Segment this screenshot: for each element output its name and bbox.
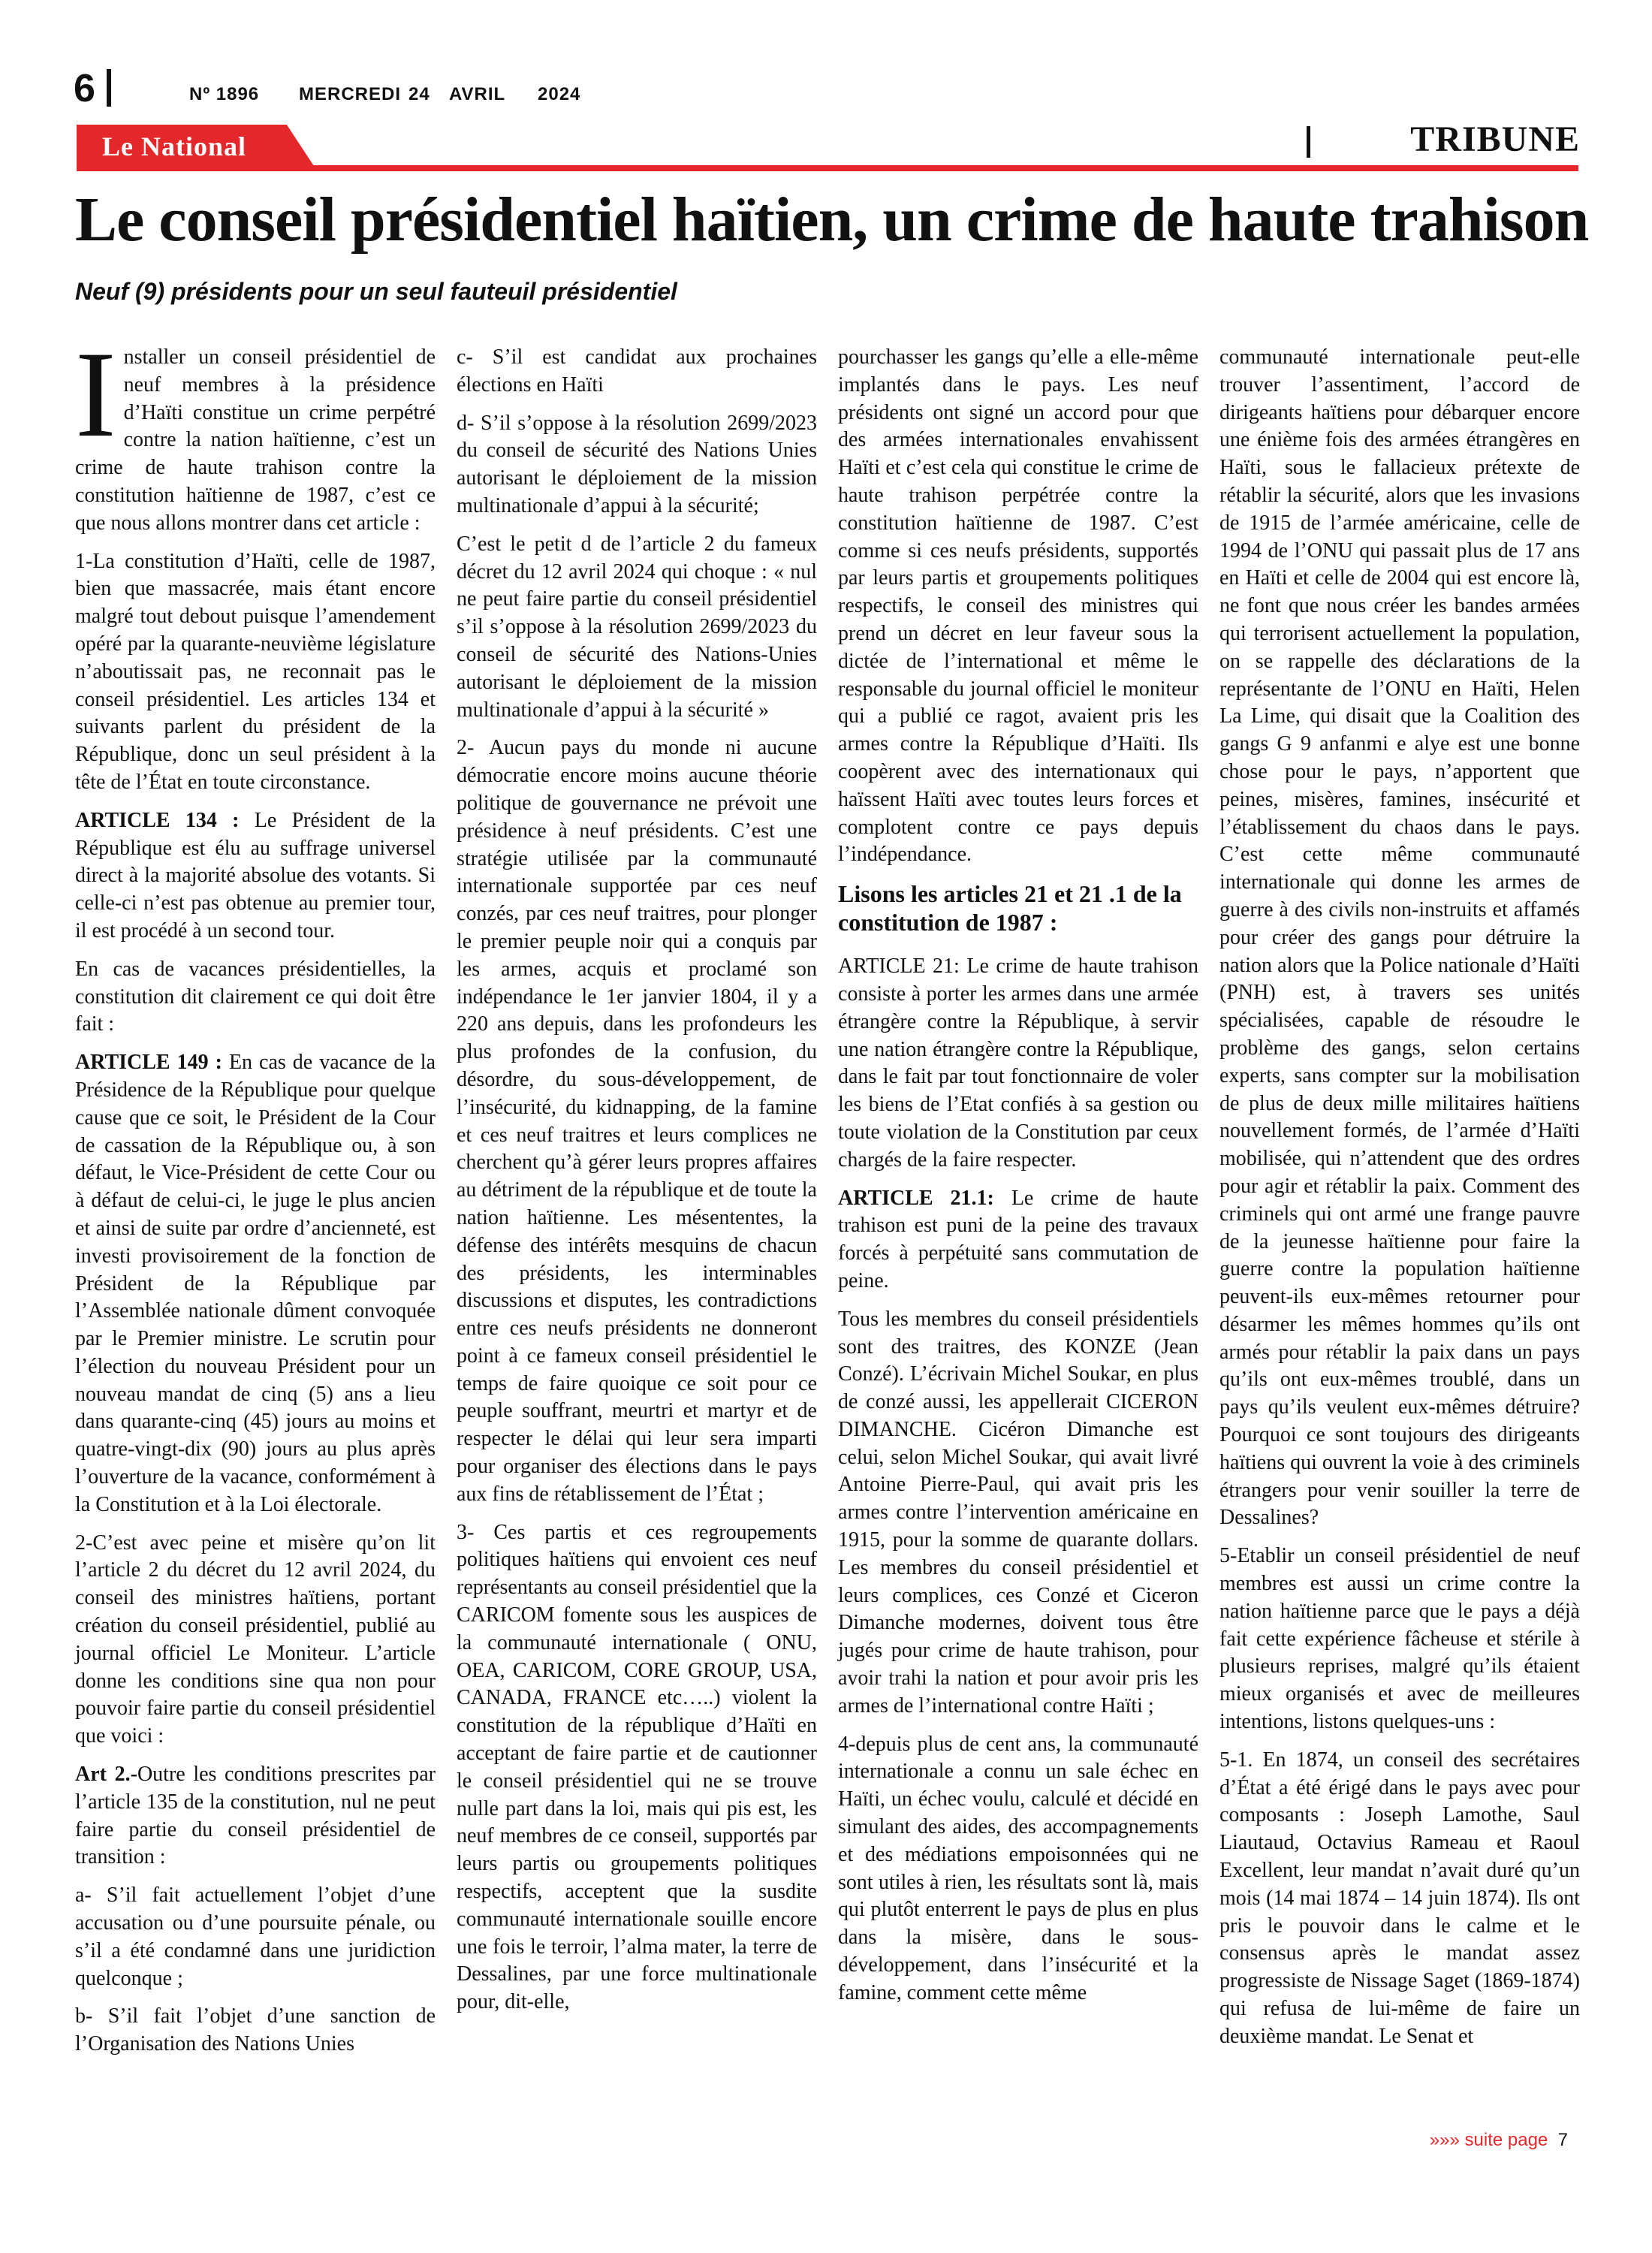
article-21-1-label: ARTICLE 21.1: bbox=[838, 1186, 994, 1210]
page-number-divider bbox=[107, 69, 111, 107]
paragraph: Art 2.-Outre les conditions prescrites par l’article 135 de la constitution, nul ne peut faire partie du conseil présidentiel de transition : bbox=[75, 1763, 436, 1869]
column-2 bbox=[457, 344, 817, 2027]
date-year: 2024 bbox=[538, 84, 581, 104]
section-name: TRIBUNE bbox=[1410, 119, 1580, 159]
paragraph: En cas de vacances présidentielles, la constitution dit clairement ce qui doit être fait : bbox=[75, 957, 436, 1036]
article-title: Le conseil présidentiel haïtien, un crime de haute trahison bbox=[75, 185, 1589, 255]
page-number: 6 bbox=[74, 67, 95, 110]
section-divider bbox=[1307, 126, 1310, 158]
date-month: AVRIL bbox=[449, 84, 506, 104]
continuation-link[interactable] bbox=[1430, 2130, 1568, 2151]
column-3 bbox=[838, 344, 1198, 2018]
paragraph: 2-C’est avec peine et misère qu’on lit l’article 2 du décret du 12 avril 2024, du conseil des ministres haïtiens, portant création du conseil présidentiel, publié au journal officiel Le Moniteur. L’article donne les conditions sine qua non pour pouvoir faire partie du conseil présidentiel que voici : bbox=[75, 1531, 436, 1748]
date-weekday: MERCREDI bbox=[299, 84, 402, 104]
paragraph: C’est le petit d de l’article 2 du fameux décret du 12 avril 2024 qui choque : « nul ne peut faire partie du conseil présidentiel s’il s’oppose à la résolution 2699/2023 du conseil de sécurité des Nations-Unies autorisant le déploiement de la mission multinationale d’appui à la sécurité » bbox=[457, 532, 817, 722]
paragraph: Installer un conseil présidentiel de neuf membres à la présidence d’Haïti constitue un crime perpétré contre la nation haïtienne, c’est un crime de haute trahison contre la constitution haïtienne de 1987, c’est ce que nous allons montrer dans cet article : bbox=[75, 327, 436, 535]
paragraph: Tous les membres du conseil présidentiels sont des traitres, des KONZE (Jean Conzé). L’écrivain Michel Soukar, en plus de conzé aussi, les appellerait CICERON DIMANCHE. Cicéron Dimanche est celui, selon Michel Soukar, qui avait livré Antoine Pierre-Paul, qui avait pris les armes contre l’intervention américaine en 1915, pour la somme de quarante dollars. Les membres du conseil présidentiel et leurs complices, ces Conzé et Ciceron Dimanche modernes, doivent tous être jugés pour crime de haute trahison, pour avoir trahi la nation et pour avoir pris les armes de l’international contre Haïti ; bbox=[838, 1307, 1198, 1718]
paragraph: ARTICLE 134 : Le Président de la République est élu au suffrage universel direct à la majorité absolue des votants. Si celle-ci n’est pas obtenue au premier tour, il est procédé à un second tour. bbox=[75, 808, 436, 943]
paragraph: ARTICLE 21.1: Le crime de haute trahison est puni de la peine des travaux forcés à perpétuité sans commutation de peine. bbox=[838, 1186, 1198, 1292]
continuation-label: »»» suite page bbox=[1429, 2130, 1548, 2150]
issue-number: Nº 1896 bbox=[189, 84, 260, 104]
paragraph: 5-Etablir un conseil présidentiel de neuf membres est aussi un crime contre la nation haïtienne parce que le pays a déjà fait cette expérience fâcheuse et stérile à plusieurs reprises, malgré qu’ils étaient mieux organisés et avec de meilleures intentions, listons quelques-uns : bbox=[1219, 1544, 1580, 1734]
column-1 bbox=[75, 327, 436, 2069]
paragraph: c- S’il est candidat aux prochaines élections en Haïti bbox=[457, 345, 817, 397]
paragraph: a- S’il fait actuellement l’objet d’une accusation ou d’une poursuite pénale, ou s’il a été condamné dans une juridiction quelconque ; bbox=[75, 1884, 436, 1990]
paragraph: 5-1. En 1874, un conseil des secrétaires d’État a été érigé dans le pays avec pour composants : Joseph Lamothe, Saul Liautaud, Octavius Rameau et Raoul Excellent, leur mandat n’avait duré qu’un mois (14 mai 1874 – 14 juin 1874). Ils ont pris le pouvoir dans le calme et le consensus après le mandat assez progressiste de Nissage Saget (1869-1874) qui refusa de lui-même de faire un deuxième mandat. Le Senat et bbox=[1219, 1748, 1580, 2048]
paragraph: d- S’il s’oppose à la résolution 2699/2023 du conseil de sécurité des Nations Unies autorisant le déploiement de la mission multinationale d’appui à la sécurité; bbox=[457, 411, 817, 517]
paragraph: 1-La constitution d’Haïti, celle de 1987, bien que massacrée, mais étant encore malgré tout debout puisque l’amendement opéré par la quarante-neuvième législature n’aboutissait pas, ne reconnait pas le conseil présidentiel. Les articles 134 et suivants parlent du président de la République, donc un seul président à la tête de l’État en toute circonstance. bbox=[75, 549, 436, 794]
date-day: 24 bbox=[408, 84, 430, 104]
column-4 bbox=[1219, 344, 1580, 2061]
brand-logo: Le National bbox=[102, 131, 247, 161]
article-subtitle: Neuf (9) présidents pour un seul fauteuil présidentiel bbox=[75, 278, 677, 305]
paragraph: 4-depuis plus de cent ans, la communauté internationale a connu un sale échec en Haïti, un échec voulu, calculé et décidé en simulant des aides, des accompagnements et des médiations empoisonnées qui ne sont utiles à rien, les résultats sont là, mais qui plutôt enterrent le pays de plus en plus dans la misère, dans le sous-développement, dans l’insécurité et la famine, comment cette même bbox=[838, 1732, 1198, 2004]
paragraph: 3- Ces partis et ces regroupements politiques haïtiens qui envoient ces neuf représentants au conseil présidentiel que la CARICOM fomente sous les auspices de la communauté internationale ( ONU, OEA, CARICOM, CORE GROUP, USA, CANADA, FRANCE etc…..) violent la constitution de la république d’Haïti en acceptant de faire partie et de cautionner le conseil présidentiel qui ne se trouve nulle part dans la loi, mais qui pis est, les neuf membres de ce conseil, supportés par leurs partis ou groupements politiques respectifs, acceptent que la susdite communauté internationale souille encore une fois le terroir, l’alma mater, la terre de Dessalines, par une force multinationale pour, dit-elle, bbox=[457, 1520, 817, 2014]
continuation-page: 7 bbox=[1557, 2130, 1568, 2150]
paragraph: communauté internationale peut-elle trouver l’assentiment, l’accord de dirigeants haïtiens pour débarquer encore une énième fois des armées étrangères en Haïti, sous le fallacieux prétexte de rétablir la sécurité, alors que les invasions de 1915 de l’armée américaine, celle de 1994 de l’ONU qui passait plus de 17 ans en Haïti et celle de 2004 qui est encore là, ne font que nous créer les bandes armées qui terrorisent actuellement la population, on se rappelle des déclarations de la représentante de l’ONU en Haïti, Helen La Lime, qui disait que la Coalition des gangs G 9 anfanmi e alye est une bonne chose pour le pays, n’apportent que peines, misères, famines, insécurité et l’établissement du chaos dans le pays. C’est cette même communauté internationale qui donne les armes de guerre à des civils non-instruits et affamés pour créer des gangs pour détruire la nation alors que la Police nationale d’Haïti (PNH) est, à travers ses unités spécialisées, capable de résoudre le problème des gangs, selon certains experts, sans compter sur la mobilisation de plus de deux mille militaires haïtiens nouvellement formés, de l’armée d’Haïti mobilisée, qui n’attendent que des ordres pour agir et rétablir la paix. Comment des criminels qui ont armé une frange pauvre de la jeunesse haïtienne pour faire la guerre contre la population haïtienne peuvent-ils eux-mêmes retourner pour désarmer les mêmes hommes qu’ils ont armés pour rétablir la paix dans un pays qu’ils ont eux-mêmes troublé, dans un pays qu’ils veulent eux-mêmes détruire? Pourquoi ce sont toujours des dirigeants haïtiens qui ouvrent la voie à des criminels étrangers pour venir souiller la terre de Dessalines? bbox=[1219, 345, 1580, 1530]
paragraph: 2- Aucun pays du monde ni aucune démocratie encore moins aucune théorie politique de gouvernance ne prévoit une présidence à neuf présidents. C’est une stratégie utilisée par la communauté internationale supportée par ces neuf conzés, par ces neuf traitres, pour plonger le premier peuple noir qui a conquis par les armes, acquis et proclamé son indépendance le 1er janvier 1804, il y a 220 ans depuis, dans les profondeurs les plus profondes de la confusion, du désordre, du sous-développement, de l’insécurité, du kidnapping, de la famine et ces neuf traitres et leurs complices ne cherchent qu’à gérer leurs propres affaires au détriment de la république et de toute la nation haïtienne. Les mésententes, la défense des intérêts mesquins de chacun des présidents, les interminables discussions et disputes, les contradictions entre ces neufs présidents ne donneront point à ce fameux conseil présidentiel le temps de faire quoique ce soit pour ce peuple souffrant, meurtri et martyr et de respecter le délai qui leur sera imparti pour organiser des élections dans le pays aux fins de rétablissement de l’État ; bbox=[457, 736, 817, 1506]
article-149-label: ARTICLE 149 : bbox=[75, 1051, 222, 1075]
subheading: Lisons les articles 21 et 21 .1 de la constitution de 1987 : bbox=[838, 880, 1182, 936]
header-rule bbox=[77, 165, 1578, 171]
paragraph: ARTICLE 21: Le crime de haute trahison consiste à porter les armes dans une armée étrangère contre la République, à servir une nation étrangère contre la République, dans le fait par tout fonctionnaire de voler les biens de l’Etat confiés à sa gestion ou toute violation de la Constitution par ceux chargés de la faire respecter. bbox=[838, 955, 1198, 1172]
paragraph: b- S’il fait l’objet d’une sanction de l’Organisation des Nations Unies bbox=[75, 2004, 436, 2056]
drop-cap: I bbox=[75, 327, 116, 463]
article-134-label: ARTICLE 134 : bbox=[75, 808, 240, 832]
paragraph: ARTICLE 149 : En cas de vacance de la Présidence de la République pour quelque cause que ce soit, le Président de la Cour de cassation de la République ou, à son défaut, le Vice-Président de cette Cour ou à défaut de celui-ci, le juge le plus ancien et ainsi de suite par ordre d’ancienneté, est investi provisoirement de la fonction de Président de la République par l’Assemblée nationale dûment convoquée par le Premier ministre. Le scrutin pour l’élection du nouveau Président pour un nouveau mandat de cinq (5) ans a lieu dans quarante-cinq (45) jours au moins et quatre-vingt-dix (90) jours au plus après l’ouverture de la vacance, conformément à la Constitution et à la Loi électorale. bbox=[75, 1051, 436, 1516]
paragraph: pourchasser les gangs qu’elle a elle-même implantés dans le pays. Les neuf présidents ont signé un accord pour que des armées internationales envahissent Haïti et c’est cela qui constitue le crime de haute trahison perpétrée contre la constitution haïtienne de 1987. C’est comme si ces neufs présidents, supportés par leurs partis et groupements politiques respectifs, le conseil des ministres qui prend un décret en leur faveur sous la dictée de l’international et même le responsable du journal officiel le moniteur qui a publié ce ragot, avaient pris les armes contre la République d’Haïti. Ils coopèrent avec des internationaux qui haïssent Haïti avec toutes leurs forces et complotent contre ce pays depuis l’indépendance. bbox=[838, 345, 1198, 867]
art-2-label: Art 2.- bbox=[75, 1763, 137, 1787]
